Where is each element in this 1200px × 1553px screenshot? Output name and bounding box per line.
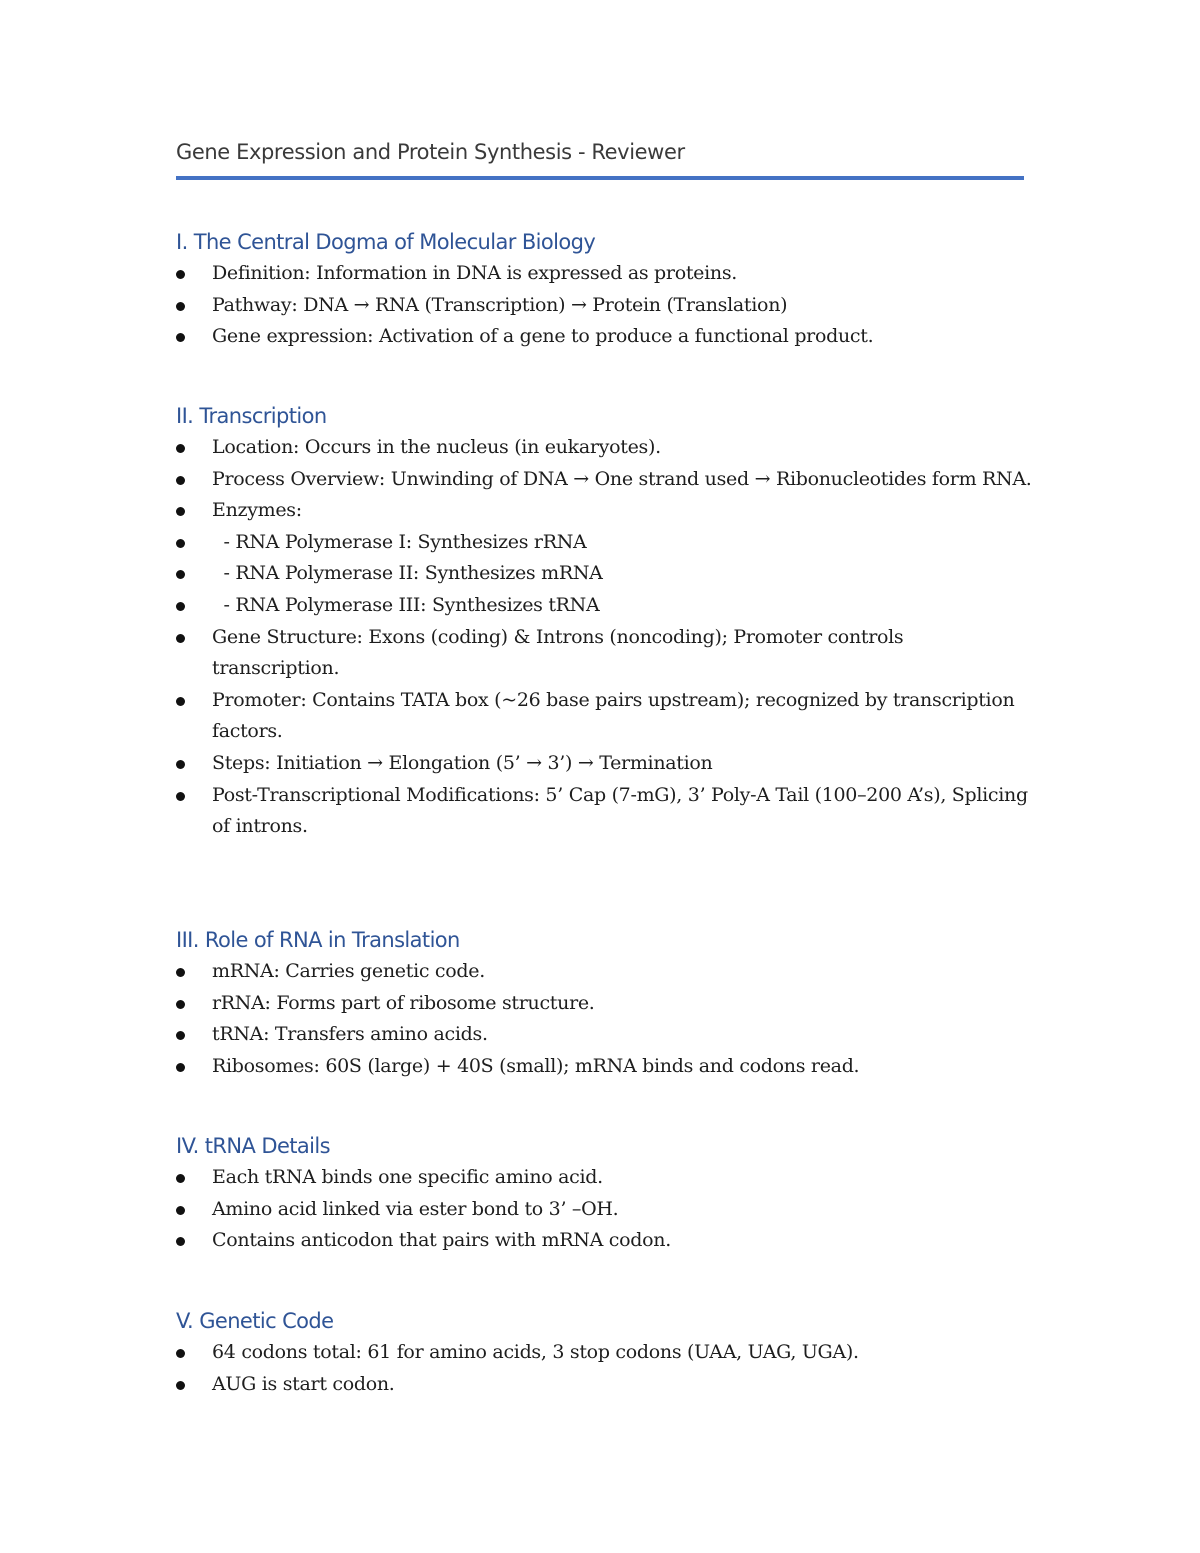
bullet-list — [176, 956, 1036, 1082]
bullet-icon — [176, 792, 185, 801]
bullet-icon — [176, 760, 185, 769]
list-item-text: rRNA: Forms part of ribosome structure. — [212, 991, 595, 1014]
list-item — [176, 748, 1036, 780]
list-item-text: Process Overview: Unwinding of DNA → One strand used → Ribonucleotides form RNA. — [212, 467, 1032, 490]
list-item-text: Gene expression: Activation of a gene to produce a functional product. — [212, 325, 874, 348]
list-item-text: Post-Transcriptional Modifications: 5’ Cap (7-mG), 3’ Poly-A Tail (100–200 A’s), Splicing of introns. — [212, 783, 1028, 838]
list-item-text: - RNA Polymerase II: Synthesizes mRNA — [212, 562, 603, 585]
list-item-text: - RNA Polymerase III: Synthesizes tRNA — [212, 593, 600, 616]
list-item — [176, 1051, 1036, 1083]
list-item — [176, 988, 1036, 1020]
bullet-icon — [176, 602, 185, 611]
bullet-icon — [176, 1000, 185, 1009]
list-item — [176, 290, 1036, 322]
list-item-text: Steps: Initiation → Elongation (5’ → 3’) → Termination — [212, 751, 713, 774]
section-heading: III. Role of RNA in Translation — [176, 928, 460, 952]
list-item — [176, 464, 1036, 496]
section-transcription — [176, 400, 1036, 843]
section-genetic-code — [176, 1305, 1036, 1400]
bullet-icon — [176, 270, 185, 279]
list-item — [176, 527, 1036, 559]
bullet-icon — [176, 507, 185, 516]
section-trna-details — [176, 1130, 1036, 1257]
title-underline — [176, 176, 1024, 180]
list-item — [176, 622, 1036, 685]
bullet-icon — [176, 1063, 185, 1072]
section-role-of-rna — [176, 924, 1036, 1082]
list-item — [176, 321, 1036, 353]
list-item — [176, 1337, 1036, 1369]
list-item — [176, 956, 1036, 988]
list-item-text: Contains anticodon that pairs with mRNA codon. — [212, 1229, 671, 1252]
bullet-icon — [176, 539, 185, 548]
section-central-dogma — [176, 226, 1036, 353]
list-item-text: Location: Occurs in the nucleus (in eukaryotes). — [212, 436, 661, 458]
bullet-icon — [176, 1031, 185, 1040]
list-item — [176, 432, 1036, 464]
list-item-text: AUG is start codon. — [212, 1372, 395, 1395]
bullet-icon — [176, 1349, 185, 1358]
section-heading: IV. tRNA Details — [176, 1134, 330, 1158]
list-item-text: Promoter: Contains TATA box (~26 base pairs upstream); recognized by transcription factors. — [212, 688, 1015, 743]
bullet-list — [176, 258, 1036, 353]
list-item-text: mRNA: Carries genetic code. — [212, 960, 485, 982]
list-item-text: Enzymes: — [212, 499, 302, 522]
list-item-text: Each tRNA binds one specific amino acid. — [212, 1166, 603, 1188]
bullet-list — [176, 432, 1036, 843]
list-item-text: Gene Structure: Exons (coding) & Introns (noncoding); Promoter controls transcription. — [212, 625, 904, 680]
bullet-icon — [176, 968, 185, 977]
bullet-list — [176, 1162, 1036, 1257]
bullet-icon — [176, 444, 185, 453]
bullet-icon — [176, 1206, 185, 1215]
list-item — [176, 495, 1036, 527]
list-item — [176, 1225, 1036, 1257]
bullet-icon — [176, 333, 185, 342]
bullet-icon — [176, 476, 185, 485]
bullet-icon — [176, 1381, 185, 1390]
list-item — [176, 685, 1036, 748]
section-heading: I. The Central Dogma of Molecular Biology — [176, 230, 596, 254]
list-item-text: Pathway: DNA → RNA (Transcription) → Protein (Translation) — [212, 293, 788, 316]
section-heading: II. Transcription — [176, 404, 327, 428]
bullet-icon — [176, 570, 185, 579]
bullet-list — [176, 1337, 1036, 1400]
list-item-text: - RNA Polymerase I: Synthesizes rRNA — [212, 530, 587, 553]
bullet-icon — [176, 697, 185, 706]
list-item — [176, 780, 1036, 843]
list-item — [176, 590, 1036, 622]
list-item — [176, 258, 1036, 290]
bullet-icon — [176, 634, 185, 643]
bullet-icon — [176, 302, 185, 311]
list-item — [176, 1019, 1036, 1051]
list-item-text: Definition: Information in DNA is expressed as proteins. — [212, 262, 738, 284]
list-item — [176, 1369, 1036, 1401]
list-item — [176, 1162, 1036, 1194]
list-item-text: Amino acid linked via ester bond to 3’ –OH. — [212, 1197, 619, 1220]
list-item-text: 64 codons total: 61 for amino acids, 3 stop codons (UAA, UAG, UGA). — [212, 1341, 859, 1363]
document-title: Gene Expression and Protein Synthesis - Reviewer — [176, 140, 685, 164]
list-item-text: tRNA: Transfers amino acids. — [212, 1023, 488, 1046]
bullet-icon — [176, 1174, 185, 1183]
list-item — [176, 558, 1036, 590]
section-heading: V. Genetic Code — [176, 1309, 334, 1333]
list-item — [176, 1194, 1036, 1226]
bullet-icon — [176, 1237, 185, 1246]
list-item-text: Ribosomes: 60S (large) + 40S (small); mRNA binds and codons read. — [212, 1054, 860, 1077]
